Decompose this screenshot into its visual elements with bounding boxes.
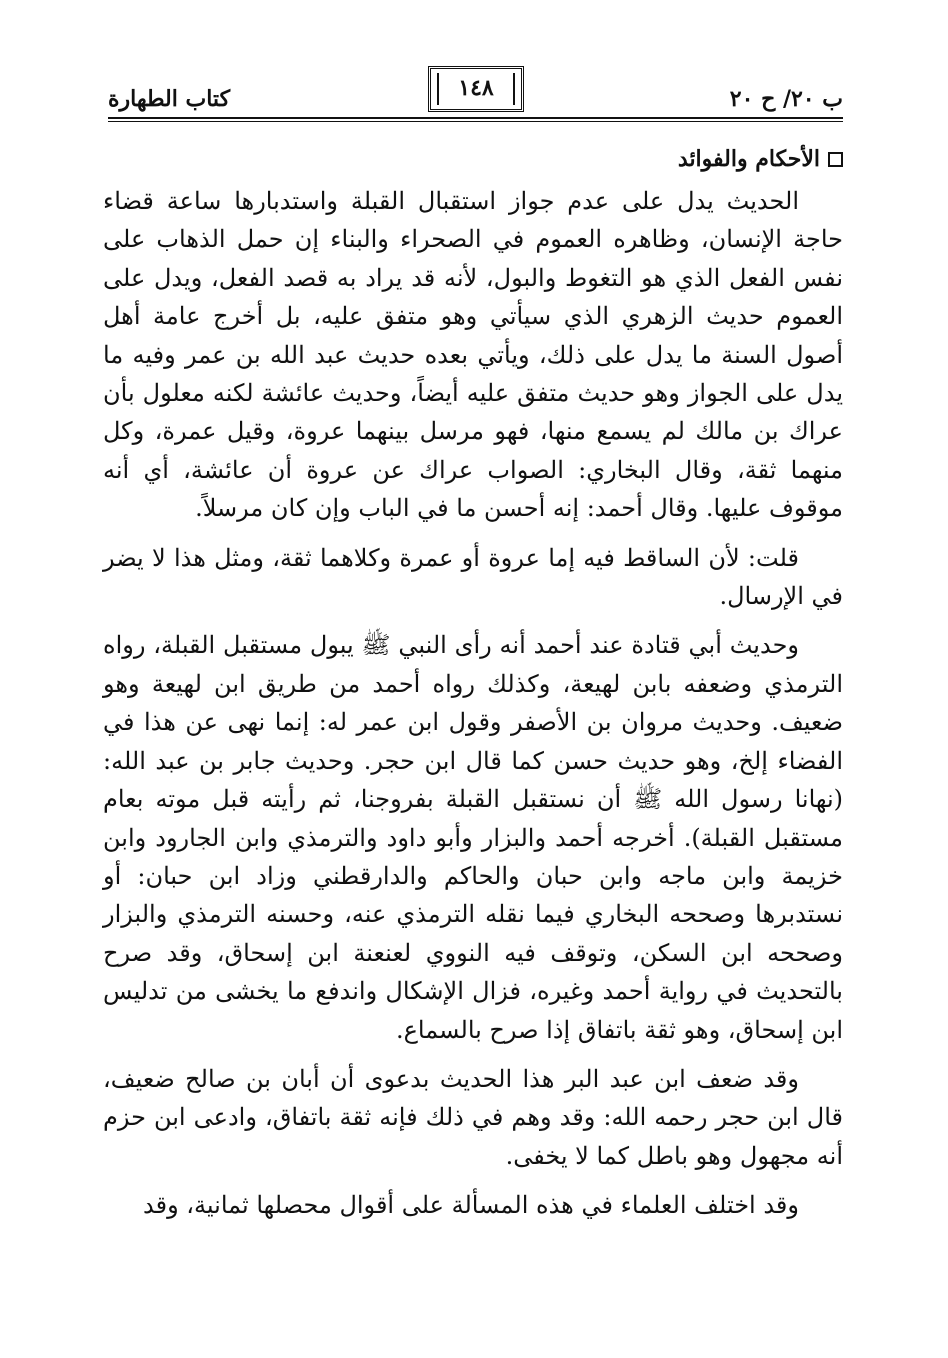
paragraph: قلت: لأن الساقط فيه إما عروة أو عمرة وكلاهما ثقة، ومثل هذا لا يضر في الإرسال. (103, 543, 843, 611)
header-divider (108, 117, 843, 119)
paragraph: وقد اختلف العلماء في هذه المسألة على أقوال محصلها ثمانية، وقد (143, 1191, 799, 1220)
page-header (108, 66, 843, 118)
page-number: ١٤٨ (458, 75, 494, 101)
page-number-frame (428, 66, 524, 112)
section-heading-text: الأحكام والفوائد (677, 146, 820, 172)
book-title: كتاب الطهارة (108, 86, 231, 112)
paragraph: وحديث أبي قتادة عند أحمد أنه رأى النبي ﷺ يبول مستقبل القبلة، رواه الترمذي وضعفه بابن لهيعة، وكذلك رواه أحمد من طريق ابن لهيعة وهو ضعيف. وحديث مروان بن الأصفر وقول ابن عمر له: إنما نهى عن هذا في الفضاء إلخ، وهو حديث حسن كما قال ابن حجر. وحديث جابر بن عبد الله: (نهانا رسول الله ﷺ أن نستقبل القبلة بفروجنا، ثم رأيته قبل موته بعام مستقبل القبلة). أخرجه أحمد والبزار وأبو داود والترمذي وابن الجارود وابن خزيمة وابن ماجه وابن حبان والحاكم والدارقطني وزاد ابن حبان: أو نستدبرها وصححه البخاري فيما نقله الترمذي عنه، وحسنه الترمذي والبزار وصححه ابن السكن، وتوقف فيه النووي لعنعنة ابن إسحاق، وقد صرح بالتحديث في رواية أحمد وغيره، فزال الإشكال واندفع ما يخشى من تدليس ابن إسحاق، وهو ثقة باتفاق إذا صرح بالسماع. (103, 631, 843, 1044)
paragraph: وقد ضعف ابن عبد البر هذا الحديث بدعوى أن أبان بن صالح ضعيف، قال ابن حجر رحمه الله: وقد وهم في ذلك فإنه ثقة باتفاق، وادعى ابن حزم أنه مجهول وهو باطل كما لا يخفى. (103, 1064, 843, 1170)
section-heading (678, 146, 843, 172)
chapter-reference: ب ٢٠/ ح ٢٠ (729, 86, 843, 112)
header-divider-thin (108, 121, 843, 122)
paragraph: الحديث يدل على عدم جواز استقبال القبلة واستدبارها ساعة قضاء حاجة الإنسان، وظاهره العموم في الصحراء والبناء إن حمل الذهاب على نفس الفعل الذي هو التغوط والبول، لأنه قد يراد به قصد الفعل، ويدل على العموم حديث الزهري الذي سيأتي وهو متفق عليه، بل أخرج عامة أهل أصول السنة ما يدل على ذلك، ويأتي بعده حديث عبد الله بن عمر وفيه ما يدل على الجواز وهو حديث متفق عليه أيضاً، وحديث عائشة لكنه معلول بأن عراك بن مالك لم يسمع منها، فهو مرسل بينهما عروة، وقيل عمرة، وكل منهما ثقة، وقال البخاري: الصواب عراك عن عروة أن عائشة، أي أنه موقوف عليها. وقال أحمد: إنه أحسن ما في الباب وإن كان مرسلاً. (103, 187, 844, 523)
square-bullet-icon (828, 152, 843, 167)
body-text (103, 182, 843, 1236)
